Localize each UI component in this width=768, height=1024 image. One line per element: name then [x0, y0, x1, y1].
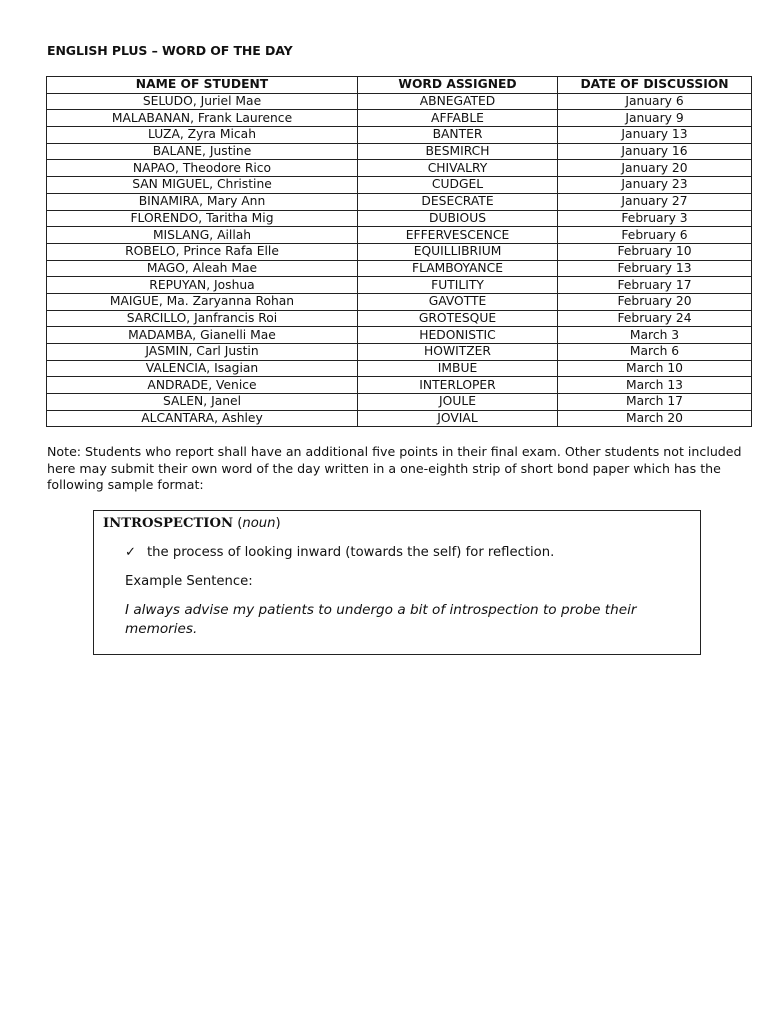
table-row [47, 394, 752, 411]
word-cell: DUBIOUS [358, 210, 558, 227]
student-name-cell: ROBELO, Prince Rafa Elle [47, 243, 358, 260]
date-cell: February 3 [558, 210, 752, 227]
student-name-cell: SARCILLO, Janfrancis Roi [47, 310, 358, 327]
checkmark-icon: ✓ [125, 545, 137, 560]
table-row [47, 227, 752, 244]
table-row [47, 127, 752, 144]
table-row [47, 293, 752, 310]
date-cell: March 20 [558, 410, 752, 427]
submission-note: Note: Students who report shall have an additional five points in their final exam. Other students not included here may submit their own word of the day written in a one-eighth strip of short bond paper which has the following sample format: [47, 444, 742, 493]
student-name-cell: ALCANTARA, Ashley [47, 410, 358, 427]
date-cell: January 16 [558, 143, 752, 160]
date-cell: January 20 [558, 160, 752, 177]
word-cell: HOWITZER [358, 344, 558, 361]
table-row [47, 110, 752, 127]
date-cell: February 24 [558, 310, 752, 327]
document-title: ENGLISH PLUS – WORD OF THE DAY [47, 43, 293, 58]
header-name-of-student: NAME OF STUDENT [47, 77, 358, 94]
date-cell: March 17 [558, 394, 752, 411]
word-cell: HEDONISTIC [358, 327, 558, 344]
student-name-cell: MAGO, Aleah Mae [47, 260, 358, 277]
table-row [47, 410, 752, 427]
student-name-cell: BINAMIRA, Mary Ann [47, 193, 358, 210]
sample-definition-line [125, 545, 554, 560]
sample-part-of-speech: noun [242, 516, 276, 531]
date-cell: January 23 [558, 177, 752, 194]
word-cell: JOVIAL [358, 410, 558, 427]
student-name-cell: VALENCIA, Isagian [47, 360, 358, 377]
table-row [47, 360, 752, 377]
word-cell: JOULE [358, 394, 558, 411]
word-cell: FLAMBOYANCE [358, 260, 558, 277]
sample-headword: INTROSPECTION (noun) [103, 516, 281, 531]
word-cell: GAVOTTE [358, 293, 558, 310]
student-word-table [46, 76, 752, 427]
date-cell: February 10 [558, 243, 752, 260]
table-row [47, 160, 752, 177]
date-cell: March 6 [558, 344, 752, 361]
date-cell: February 6 [558, 227, 752, 244]
student-name-cell: NAPAO, Theodore Rico [47, 160, 358, 177]
word-cell: BANTER [358, 127, 558, 144]
table-row [47, 143, 752, 160]
word-cell: CUDGEL [358, 177, 558, 194]
table-row [47, 193, 752, 210]
word-cell: DESECRATE [358, 193, 558, 210]
student-name-cell: FLORENDO, Taritha Mig [47, 210, 358, 227]
table-row [47, 260, 752, 277]
date-cell: February 13 [558, 260, 752, 277]
table-row [47, 310, 752, 327]
student-name-cell: SALEN, Janel [47, 394, 358, 411]
word-cell: BESMIRCH [358, 143, 558, 160]
date-cell: January 13 [558, 127, 752, 144]
table-row [47, 377, 752, 394]
date-cell: January 6 [558, 93, 752, 110]
student-name-cell: BALANE, Justine [47, 143, 358, 160]
student-name-cell: JASMIN, Carl Justin [47, 344, 358, 361]
student-name-cell: MAIGUE, Ma. Zaryanna Rohan [47, 293, 358, 310]
word-cell: GROTESQUE [358, 310, 558, 327]
student-name-cell: REPUYAN, Joshua [47, 277, 358, 294]
table-row [47, 243, 752, 260]
date-cell: March 10 [558, 360, 752, 377]
student-name-cell: LUZA, Zyra Micah [47, 127, 358, 144]
table-row [47, 344, 752, 361]
sample-definition: the process of looking inward (towards the self) for reflection. [147, 545, 555, 560]
date-cell: January 9 [558, 110, 752, 127]
word-cell: INTERLOPER [358, 377, 558, 394]
table-row [47, 327, 752, 344]
example-sentence-label: Example Sentence: [125, 574, 253, 589]
word-cell: EQUILLIBRIUM [358, 243, 558, 260]
word-cell: ABNEGATED [358, 93, 558, 110]
student-name-cell: MISLANG, Aillah [47, 227, 358, 244]
sample-word: INTROSPECTION [103, 516, 233, 531]
student-name-cell: SELUDO, Juriel Mae [47, 93, 358, 110]
student-name-cell: MADAMBA, Gianelli Mae [47, 327, 358, 344]
date-cell: February 20 [558, 293, 752, 310]
word-cell: FUTILITY [358, 277, 558, 294]
word-cell: IMBUE [358, 360, 558, 377]
table-row [47, 210, 752, 227]
table-row [47, 277, 752, 294]
table-row [47, 177, 752, 194]
date-cell: March 3 [558, 327, 752, 344]
student-name-cell: ANDRADE, Venice [47, 377, 358, 394]
example-sentence: I always advise my patients to undergo a bit of introspection to probe their memories. [125, 602, 637, 637]
header-word-assigned: WORD ASSIGNED [358, 77, 558, 94]
word-cell: CHIVALRY [358, 160, 558, 177]
date-cell: January 27 [558, 193, 752, 210]
sample-format-box [93, 510, 701, 655]
word-cell: AFFABLE [358, 110, 558, 127]
table-row [47, 93, 752, 110]
date-cell: March 13 [558, 377, 752, 394]
student-name-cell: SAN MIGUEL, Christine [47, 177, 358, 194]
header-date-of-discussion: DATE OF DISCUSSION [558, 77, 752, 94]
student-name-cell: MALABANAN, Frank Laurence [47, 110, 358, 127]
date-cell: February 17 [558, 277, 752, 294]
table-header-row [47, 77, 752, 94]
word-cell: EFFERVESCENCE [358, 227, 558, 244]
